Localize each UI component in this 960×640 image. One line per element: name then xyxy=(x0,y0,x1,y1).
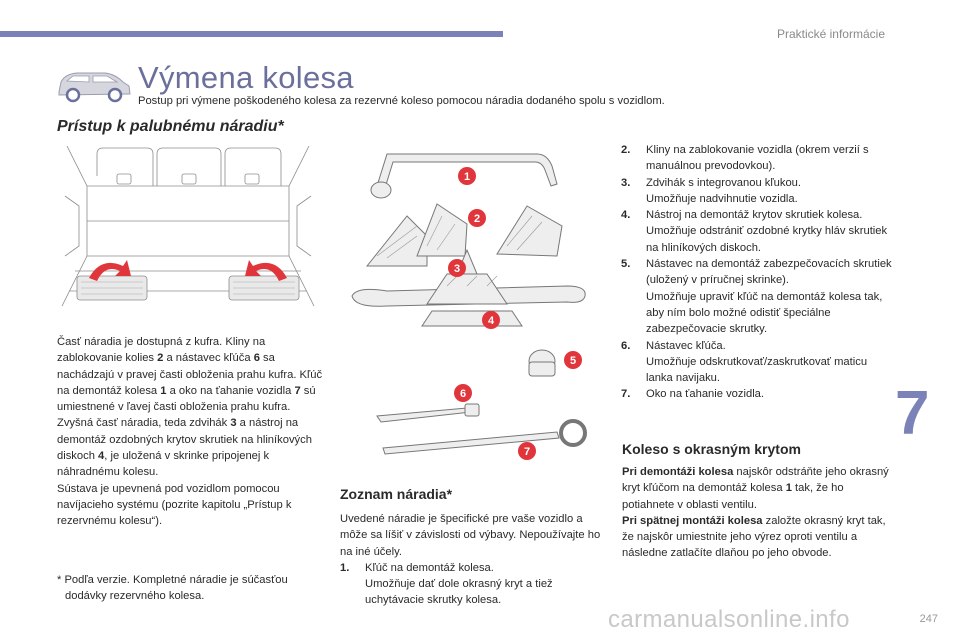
section-heading-tool-list: Zoznam náradia* xyxy=(340,486,453,502)
tool-access-text: Časť náradia je dostupná z kufra. Kliny na zablokovanie kolies 2 a nástavec kľúča 6 sa nachádzajú v pravej časti obloženia prahu kufra. Kľúč na demontáž kolesa 1 a oko na ťahanie vozidla 7 sú umiestnené v ľavej časti obloženia prahu kufra. Zvyšná časť náradia, teda zdvihák 3 a nástroj na demontáž ozdobných krytov skrutiek na hliníkových diskoch 4, je uložená v skrinke pripojenej k náhradnému kolesu. Sústava je upevnená pod vozidlom pomocou navíjacieho systému (pozrite kapitolu „Prístup k rezervnému kolesu“). xyxy=(57,336,323,528)
svg-text:5: 5 xyxy=(569,355,577,367)
car-icon xyxy=(55,68,133,104)
svg-text:2: 2 xyxy=(473,213,481,225)
callout-badge-6 xyxy=(454,384,472,402)
tool-list-continued xyxy=(621,142,896,403)
list-item: 7. Oko na ťahanie vozidla. xyxy=(621,388,765,401)
list-item: 1. Kľúč na demontáž kolesa. Umožňuje dať dole okrasný kryt a tiež uchytávacie skrutky kolesa. xyxy=(340,561,553,607)
wheel-cover-text: Pri demontáži kolesa najskôr odstráňte jeho okrasný kryt kľúčom na demontáž kolesa 1 tak, že ho potiahnete v oblasti ventilu. Pri spätnej montáži kolesa založte okrasný kryt tak, že najskôr umiestnite jeho výrez oproti ventilu a následne zatlačíte dlaňou po jeho obvode. xyxy=(622,466,889,560)
callout-badge-1 xyxy=(458,167,476,185)
tool-list-intro: Uvedené náradie je špecifické pre vaše vozidlo a môže sa líšiť v závislosti od výbavy. Nepoužívajte ho na iné účely. 1. Kľúč na demontáž kolesa. Umožňuje dať dole okrasný kryt a tiež uchytávacie skrutky kolesa. xyxy=(340,511,602,609)
svg-text:1: 1 xyxy=(463,171,471,183)
svg-text:7: 7 xyxy=(523,446,531,458)
svg-text:3: 3 xyxy=(453,263,461,275)
callout-badge-4 xyxy=(482,311,500,329)
svg-text:4: 4 xyxy=(487,315,495,327)
callout-badge-3 xyxy=(448,259,466,277)
page-subtitle: Postup pri výmene poškodeného kolesa za rezervné koleso pomocou náradia dodaného spolu s vozidlom. xyxy=(138,95,665,107)
section-label: Praktické informácie xyxy=(776,27,885,41)
list-item: 3. Zdvihák s integrovanou kľukou. Umožňuje nadvihnutie vozidla. xyxy=(621,176,802,205)
watermark: carmanualsonline.info xyxy=(608,606,850,633)
footnote: * Podľa verzie. Kompletné náradie je súčasťou dodávky rezervného kolesa. xyxy=(57,574,288,603)
list-item: 5. Nástavec na demontáž zabezpečovacích skrutiek (uložený v príručnej skrinke). Umožňuje upraviť kľúč na demontáž kolesa tak, aby ním bolo možné odistiť špeciálne zabezpečovacie skrutky. xyxy=(621,258,892,336)
header-accent-bar xyxy=(0,31,503,37)
trunk-illustration xyxy=(57,146,319,306)
section-heading-wheel-cover: Koleso s okrasným krytom xyxy=(622,441,801,457)
tools-illustration xyxy=(347,146,597,471)
chapter-number: 7 xyxy=(895,379,930,448)
list-item: 6. Nástavec kľúča. Umožňuje odskrutkovať/zaskrutkovať maticu lanka navijaku. xyxy=(621,339,868,385)
list-item: 4. Nástroj na demontáž krytov skrutiek kolesa. Umožňuje odstrániť ozdobné krytky hláv skrutiek na hliníkových diskoch. xyxy=(621,209,888,254)
callout-badge-7 xyxy=(518,442,536,460)
page-title: Výmena kolesa xyxy=(138,60,354,95)
svg-text:6: 6 xyxy=(459,388,467,400)
callout-badge-5 xyxy=(564,351,582,369)
list-item: 2. Kliny na zablokovanie vozidla (okrem verzií s manuálnou prevodovkou). xyxy=(621,144,869,173)
page-number: 247 xyxy=(919,613,938,625)
callout-badge-2 xyxy=(468,209,486,227)
section-heading-tool-access: Prístup k palubnému náradiu* xyxy=(57,118,284,135)
